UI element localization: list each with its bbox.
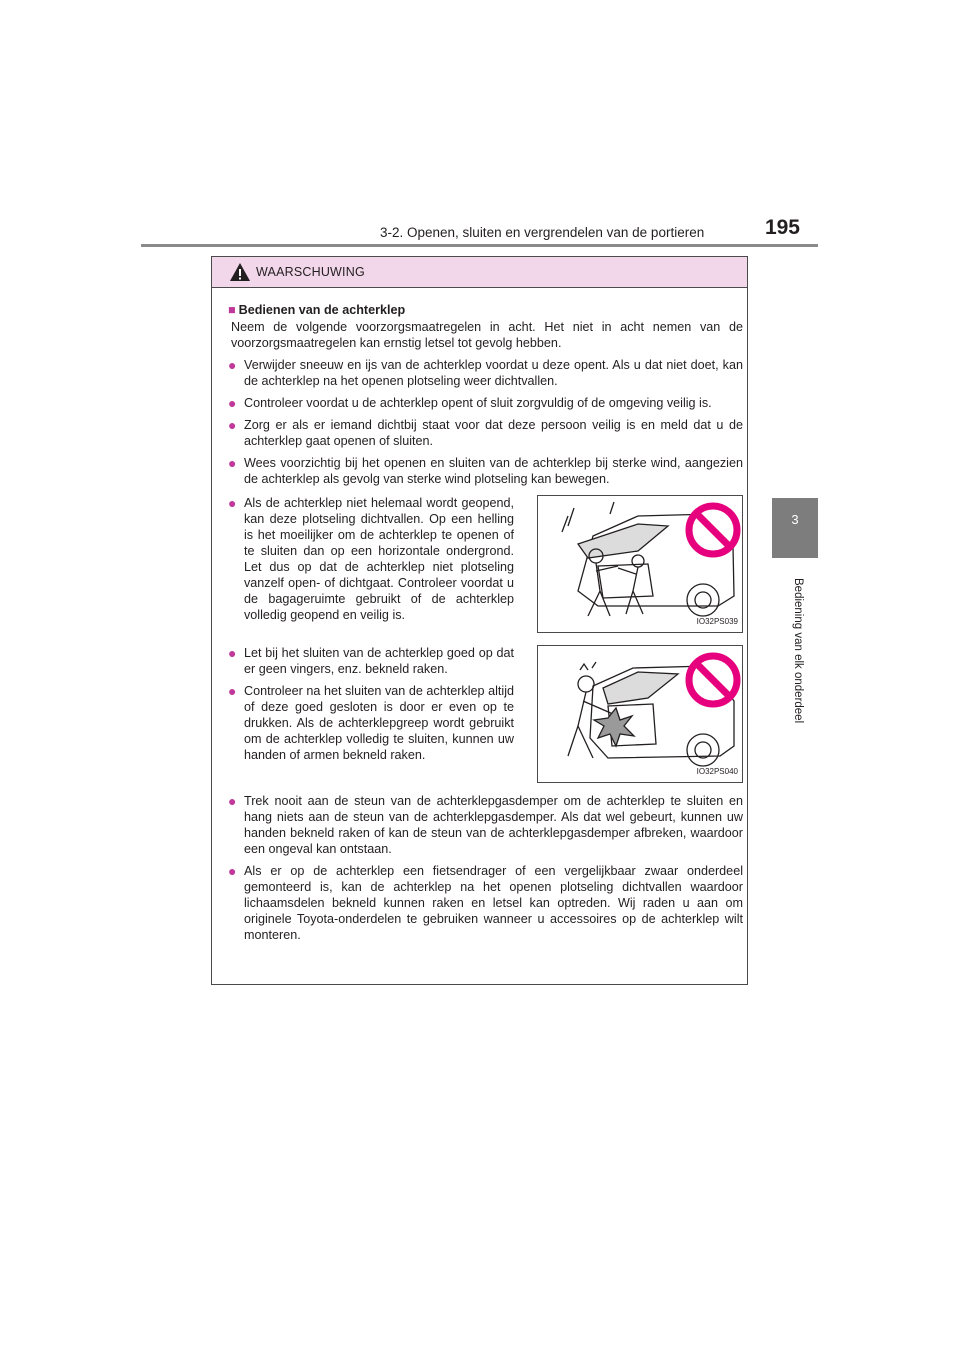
bullet-item: [228, 793, 743, 857]
sub-heading-text: Bedienen van de achterklep: [238, 303, 406, 317]
bullet-dot-icon: ●: [228, 683, 237, 699]
bullet-text: Zorg er als er iemand dichtbij staat voor dat deze persoon veilig is en meld dat u de achterklep gaat openen of sluiten.: [244, 418, 743, 448]
bullet-dot-icon: ●: [228, 357, 237, 373]
car-tailgate-pinch-illustration: [538, 646, 742, 782]
bullet-text: Als de achterklep niet helemaal wordt geopend, kan deze plotseling dichtvallen. Op een helling is het moeilijker om de achterklep te openen of te sluiten dan op een horizontale ondergrond. Let dus op dat de achterklep niet plotseling vanzelf open- of dichtgaat. Controleer voordat u de bagageruimte gebruikt of de achterklep volledig geopend en veilig is.: [244, 496, 514, 622]
bullet-text: Controleer voordat u de achterklep opent of sluit zorgvuldig of de omgeving veilig is.: [244, 396, 712, 410]
illustration-tailgate-pinch: [537, 645, 743, 783]
bullet-text: Controleer na het sluiten van de achterklep altijd of deze goed gesloten is door er even op te drukken. Als de achterklepgreep wordt gebruikt om de achterklep volledig te sluiten, kunnen uw handen of armen bekneld raken.: [244, 684, 514, 762]
bullet-dot-icon: ●: [228, 395, 237, 411]
bullet-item: [228, 455, 743, 487]
warning-content: [228, 302, 743, 943]
bullet-dot-icon: ●: [228, 455, 237, 471]
warning-triangle-icon: [229, 262, 251, 282]
figure-row-2-text: [228, 645, 514, 783]
car-tailgate-illustration: [538, 496, 742, 632]
prohibition-icon: [689, 506, 737, 554]
figure-row-1: [228, 495, 743, 633]
figure-row-2: [228, 645, 743, 783]
figure-code: IO32PS039: [696, 617, 738, 626]
chapter-label: Bediening van elk onderdeel: [792, 578, 804, 724]
chapter-number: 3: [791, 512, 799, 527]
bullet-dot-icon: ●: [228, 417, 237, 433]
illustration-tailgate-partially-open: [537, 495, 743, 633]
header-rule: [141, 244, 818, 247]
bullet-text: Verwijder sneeuw en ijs van de achterklep voordat u deze opent. Als u dat niet doet, kan de achterklep na het openen plotseling weer dichtvallen.: [244, 358, 743, 388]
bullet-text: Let bij het sluiten van de achterklep goed op dat er geen vingers, enz. bekneld raken.: [244, 646, 514, 676]
figure-row-1-text: [228, 495, 514, 633]
figure-code: IO32PS040: [696, 767, 738, 776]
warning-box: [211, 256, 748, 985]
page-number: 195: [764, 216, 800, 239]
bullet-item: [228, 417, 743, 449]
bullet-text: Trek nooit aan de steun van de achterklepgasdemper om de achterklep te sluiten en hang niets aan de steun van de achterklepgasdemper. Als dat wel gebeurt, kunnen uw handen bekneld raken of kan de steun van de achterklepgasdemper afbreken, waardoor een ongeval kan ontstaan.: [244, 794, 743, 856]
bullet-dot-icon: ●: [228, 495, 237, 511]
bullet-item: [228, 495, 514, 623]
bullet-text: Als er op de achterklep een fietsendrager of een vergelijkbaar zwaar onderdeel gemonteerd is, kan de achterklep na het openen plotseling dichtvallen waardoor lichaamsdelen bekneld kunnen raken en letsel kan optreden. Wij raden u aan om originele Toyota-onderdelen te gebruiken wanneer u accessoires op de achterklep wilt monteren.: [244, 864, 743, 942]
prohibition-icon: [689, 656, 737, 704]
bullet-item: [228, 863, 743, 943]
bullet-text: Wees voorzichtig bij het openen en sluiten van de achterklep bij sterke wind, aangezien de achterklep als gevolg van sterke wind plotseling kan bewegen.: [244, 456, 743, 486]
bullet-item: [228, 395, 743, 411]
bullet-dot-icon: ●: [228, 645, 237, 661]
warning-title: WAARSCHUWING: [256, 265, 365, 279]
bullet-item: [228, 645, 514, 677]
sub-heading: [228, 302, 743, 318]
bullet-dot-icon: ●: [228, 863, 237, 879]
intro-text: Neem de volgende voorzorgsmaatregelen in acht. Het niet in acht nemen van de voorzorgsmaatregelen kan ernstig letsel tot gevolg hebben.: [231, 320, 743, 350]
bullet-dot-icon: ●: [228, 793, 237, 809]
bullet-item: [228, 357, 743, 389]
square-bullet-icon: ■: [228, 303, 236, 317]
warning-header: [212, 257, 747, 288]
section-title: 3-2. Openen, sluiten en vergrendelen van de portieren: [380, 225, 705, 240]
chapter-tab: [772, 498, 818, 558]
bullet-item: [228, 683, 514, 763]
